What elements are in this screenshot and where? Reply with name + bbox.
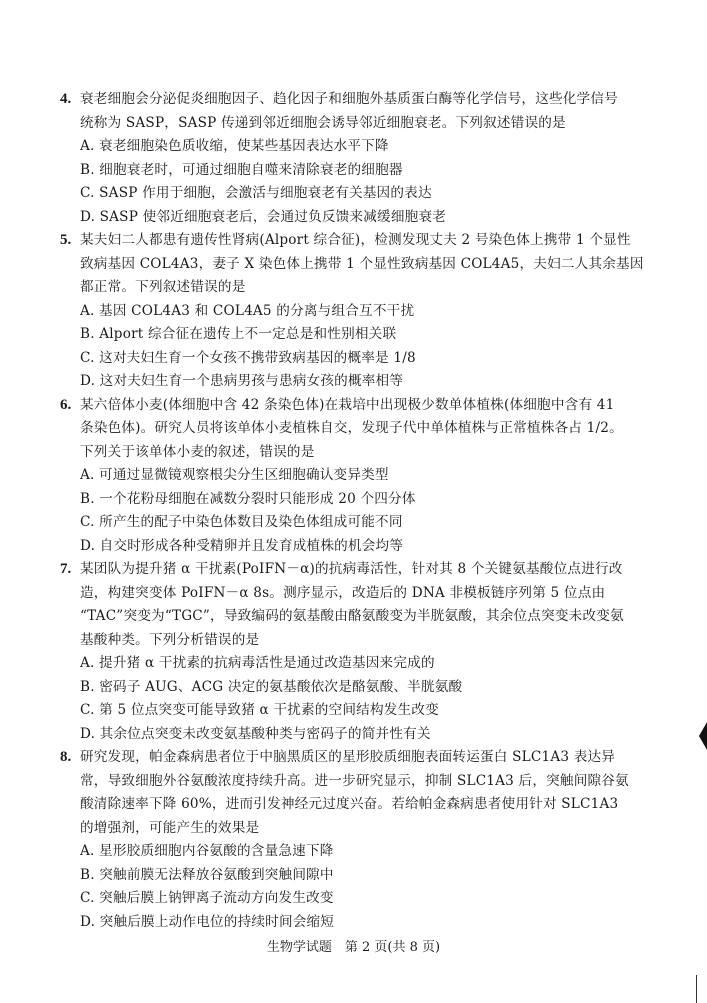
question-number: 8.: [60, 749, 72, 765]
option-a: A. 衰老细胞染色质收缩，使某些基因表达水平下降: [80, 138, 389, 154]
question-stem-line: 研究发现，帕金森病患者位于中脑黑质区的星形胶质细胞表面转运蛋白 SLC1A3 表达异: [80, 749, 616, 765]
question-number: 7.: [60, 561, 72, 577]
option-a: A. 星形胶质细胞内谷氨酸的含量急速下降: [80, 843, 334, 859]
option-c: C. 这对夫妇生育一个女孩不携带致病基因的概率是 1/8: [80, 349, 416, 366]
question-stem-line: 常，导致细胞外谷氨酸浓度持续升高。进一步研究显示，抑制 SLC1A3 后，突触间隙谷氨: [80, 772, 629, 789]
option-b: B. 密码子 AUG、ACG 决定的氨基酸依次是酪氨酸、半胱氨酸: [80, 678, 463, 695]
option-b: B. 突触前膜无法释放谷氨酸到突触间隙中: [80, 866, 334, 883]
question-number: 6.: [60, 396, 72, 413]
question-stem-line: 某团队为提升猪 α 干扰素(PoIFN－α)的抗病毒活性，针对其 8 个关键氨基酸位点进行改: [80, 561, 623, 577]
question-number: 4.: [60, 91, 72, 107]
option-a: A. 基因 COL4A3 和 COL4A5 的分离与组合互不干扰: [80, 302, 415, 319]
option-c: C. 第 5 位点突变可能导致猪 α 干扰素的空间结构发生改变: [80, 702, 439, 718]
option-c: C. 突触后膜上钠钾离子流动方向发生改变: [80, 890, 334, 906]
question-stem-line: 条染色体)。研究人员将该单体小麦植株自交，发现子代中单体植株与正常植株各占 1/2。: [80, 420, 623, 436]
option-d: D. 这对夫妇生育一个患病男孩与患病女孩的概率相等: [80, 373, 404, 389]
option-d: D. 突触后膜上动作电位的持续时间会缩短: [80, 913, 335, 930]
option-c: C. SASP 作用于细胞，会激活与细胞衰老有关基因的表达: [80, 185, 432, 201]
option-b: B. Alport 综合征在遗传上不一定总是和性别相关联: [80, 326, 397, 342]
question-stem-line: 某夫妇二人都患有遗传性肾病(Alport 综合征)，检测发现丈夫 2 号染色体上携带 1 个显性: [80, 232, 631, 248]
question-stem-line: 致病基因 COL4A3，妻子 X 染色体上携带 1 个显性致病基因 COL4A5，夫妇二人其余基因: [80, 255, 644, 272]
question-stem-line: 统称为 SASP，SASP 传递到邻近细胞会诱导邻近细胞衰老。下列叙述错误的是: [80, 114, 566, 131]
question-number: 5.: [60, 232, 72, 248]
question-stem-line: 下列关于该单体小麦的叙述，错误的是: [80, 443, 315, 460]
question-stem-line: 基酸种类。下列分析错误的是: [80, 631, 260, 648]
option-c: C. 所产生的配子中染色体数目及染色体组成可能不同: [80, 514, 403, 530]
option-d: D. SASP 使邻近细胞衰老后，会通过负反馈来减缓细胞衰老: [80, 208, 447, 225]
option-a: A. 提升猪 α 干扰素的抗病毒活性是通过改造基因来完成的: [80, 655, 435, 671]
question-stem-line: “TAC”突变为“TGC”，导致编码的氨基酸由酪氨酸变为半胱氨酸，其余位点突变未改变氨: [80, 608, 624, 624]
question-stem-line: 某六倍体小麦(体细胞中含 42 条染色体)在栽培中出现极少数单体植株(体细胞中含有 41: [80, 396, 615, 413]
option-d: D. 自交时形成各种受精卵并且发育成植株的机会均等: [80, 537, 404, 554]
option-d: D. 其余位点突变未改变氨基酸种类与密码子的简并性有关: [80, 725, 431, 742]
option-b: B. 细胞衰老时，可通过细胞自噬来清除衰老的细胞器: [80, 161, 403, 178]
option-b: B. 一个花粉母细胞在减数分裂时只能形成 20 个四分体: [80, 490, 416, 507]
edge-line: [696, 975, 697, 1003]
binding-tab-mark: [699, 722, 707, 750]
question-stem-line: 的增强剂，可能产生的效果是: [80, 819, 260, 836]
question-stem-line: 衰老细胞会分泌促炎细胞因子、趋化因子和细胞外基质蛋白酶等化学信号，这些化学信号: [80, 91, 618, 107]
question-stem-line: 造，构建突变体 PoIFN－α 8s。测序显示，改造后的 DNA 非模板链序列第 5 位点由: [80, 584, 606, 601]
option-a: A. 可通过显微镜观察根尖分生区细胞确认变异类型: [80, 467, 389, 483]
question-stem-line: 酸清除速率下降 60%，进而引发神经元过度兴奋。若给帕金森病患者使用针对 SLC1A3: [80, 796, 619, 812]
page-footer: 生物学试题 第 2 页(共 8 页): [266, 940, 441, 955]
question-stem-line: 都正常。下列叙述错误的是: [80, 279, 246, 295]
